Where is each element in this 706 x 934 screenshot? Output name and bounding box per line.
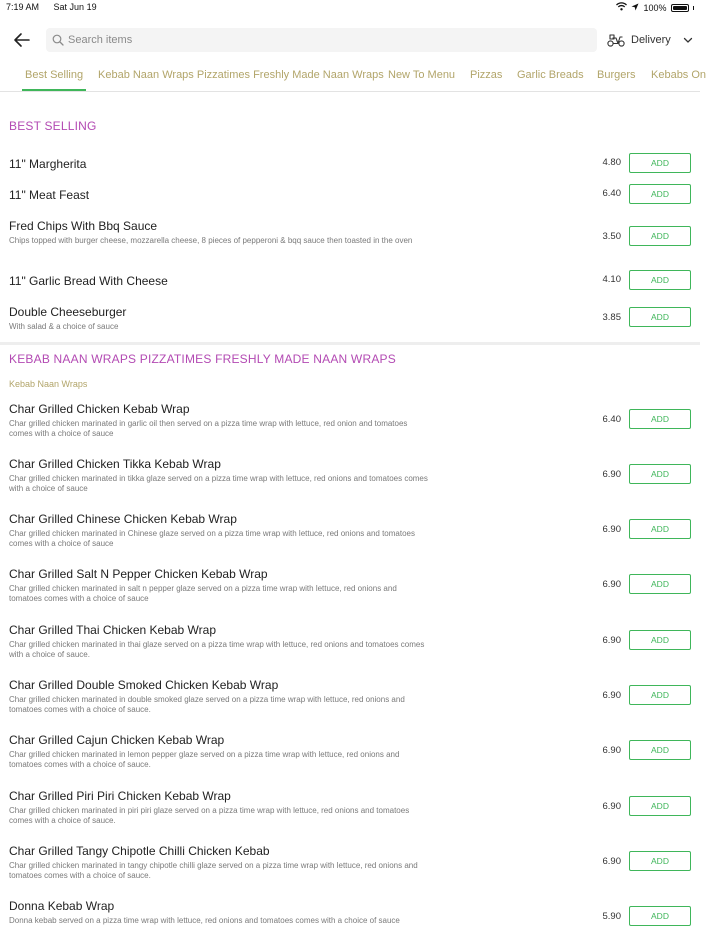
item-name: Char Grilled Cajun Chicken Kebab Wrap xyxy=(9,733,225,747)
item-price: 4.10 xyxy=(602,274,621,285)
wifi-icon xyxy=(616,2,627,13)
tab-pizzas[interactable]: Pizzas xyxy=(470,69,503,81)
top-bar xyxy=(0,26,700,54)
item-price: 6.90 xyxy=(602,690,621,701)
add-button[interactable]: ADD xyxy=(629,153,691,173)
item-price: 6.40 xyxy=(602,188,621,199)
item-name: Char Grilled Thai Chicken Kebab Wrap xyxy=(9,623,216,637)
item-name: 11" Garlic Bread With Cheese xyxy=(9,274,168,288)
add-button[interactable]: ADD xyxy=(629,796,691,816)
item-price: 3.85 xyxy=(602,312,621,323)
item-description: Donna kebab served on a pizza time wrap with lettuce, red onions and tomatoes comes with a choice of sauce xyxy=(9,916,400,925)
search-input[interactable] xyxy=(68,28,588,52)
add-button[interactable]: ADD xyxy=(629,685,691,705)
tab-burgers[interactable]: Burgers xyxy=(597,69,636,81)
tab-new-to-menu[interactable]: New To Menu xyxy=(388,69,456,81)
status-time: 7:19 AM xyxy=(6,2,40,12)
add-button[interactable]: ADD xyxy=(629,740,691,760)
item-name: Double Cheeseburger xyxy=(9,305,127,319)
item-name: Char Grilled Chicken Kebab Wrap xyxy=(9,402,190,416)
status-date: Sat Jun 19 xyxy=(53,2,97,12)
item-name: Char Grilled Chicken Tikka Kebab Wrap xyxy=(9,457,221,471)
section-divider xyxy=(0,342,700,345)
item-price: 6.90 xyxy=(602,801,621,812)
add-button[interactable]: ADD xyxy=(629,519,691,539)
battery-icon xyxy=(671,4,689,12)
add-button[interactable]: ADD xyxy=(629,226,691,246)
item-description: Char grilled chicken marinated in salt n pepper glaze served on a pizza time wrap with lettuce, red onions and tomatoes comes with a choice of sauce xyxy=(9,584,397,603)
item-description: Char grilled chicken marinated in tangy chipotle chilli glaze served on a pizza time wrap with lettuce, red onions and tomatoes comes with a choice of sauce. xyxy=(9,861,418,880)
item-name: 11" Meat Feast xyxy=(9,188,90,202)
item-name: Char Grilled Salt N Pepper Chicken Kebab Wrap xyxy=(9,567,268,581)
item-price: 6.90 xyxy=(602,579,621,590)
item-price: 6.90 xyxy=(602,524,621,535)
item-description: Char grilled chicken marinated in lemon pepper glaze served on a pizza time wrap with lettuce, red onions and tomatoes comes with a choice of sauce. xyxy=(9,750,400,769)
back-arrow-icon xyxy=(10,28,34,52)
battery-percent: 100% xyxy=(643,2,667,13)
item-price: 3.50 xyxy=(602,231,621,242)
add-button[interactable]: ADD xyxy=(629,307,691,327)
item-description: With salad & a choice of sauce xyxy=(9,322,119,331)
item-description: Char grilled chicken marinated in piri piri glaze served on a pizza time wrap with lettuce, red onions and tomatoes comes with a choice of sauce. xyxy=(9,806,410,825)
add-button[interactable]: ADD xyxy=(629,409,691,429)
search-icon xyxy=(52,34,64,46)
category-tabs xyxy=(0,60,706,92)
search-bar[interactable] xyxy=(46,28,597,52)
item-description: Char grilled chicken marinated in Chinese glaze served on a pizza time wrap with lettuce, red onions and tomatoes comes with a choice of sauce xyxy=(9,529,415,548)
item-description: Char grilled chicken marinated in double smoked glaze served on a pizza time wrap with lettuce, red onions and tomatoes comes with a choice of sauce. xyxy=(9,695,405,714)
item-price: 6.40 xyxy=(602,414,621,425)
chevron-down-icon xyxy=(683,35,693,45)
location-icon xyxy=(631,3,639,13)
add-button[interactable]: ADD xyxy=(629,184,691,204)
tab-kebab-naan-wraps[interactable]: Kebab Naan Wraps Pizzatimes Freshly Made Naan Wraps xyxy=(98,69,384,81)
item-name: 11" Margherita xyxy=(9,157,87,171)
item-price: 6.90 xyxy=(602,469,621,480)
item-description: Char grilled chicken marinated in thai glaze served on a pizza time wrap with lettuce, red onions and tomatoes comes with a choice of sauce. xyxy=(9,640,425,659)
status-bar xyxy=(0,0,700,16)
add-button[interactable]: ADD xyxy=(629,851,691,871)
item-description: Chips topped with burger cheese, mozzarella cheese, 8 pieces of pepperoni & bqq sauce then toasted in the oven xyxy=(9,236,413,245)
subcategory-label: Kebab Naan Wraps xyxy=(9,379,88,389)
add-button[interactable]: ADD xyxy=(629,464,691,484)
item-name: Char Grilled Tangy Chipotle Chilli Chicken Kebab xyxy=(9,844,270,858)
item-name: Fred Chips With Bbq Sauce xyxy=(9,219,158,233)
item-price: 4.80 xyxy=(602,157,621,168)
item-price: 6.90 xyxy=(602,745,621,756)
back-button[interactable] xyxy=(10,28,34,52)
item-name: Char Grilled Chinese Chicken Kebab Wrap xyxy=(9,512,237,526)
tab-garlic-breads[interactable]: Garlic Breads xyxy=(517,69,584,81)
item-name: Char Grilled Piri Piri Chicken Kebab Wrap xyxy=(9,789,231,803)
delivery-selector[interactable] xyxy=(607,28,689,52)
add-button[interactable]: ADD xyxy=(629,574,691,594)
scooter-icon xyxy=(607,33,625,47)
item-description: Char grilled chicken marinated in garlic oil then served on a pizza time wrap with lettuce, red onion and tomatoes comes with a choice of sauce xyxy=(9,419,408,438)
section-title-best-selling: BEST SELLING xyxy=(9,119,97,133)
item-price: 6.90 xyxy=(602,856,621,867)
tab-best-selling[interactable]: Best Selling xyxy=(22,60,86,91)
section-title-kebab-naan-wraps: KEBAB NAAN WRAPS PIZZATIMES FRESHLY MADE NAAN WRAPS xyxy=(9,352,396,366)
add-button[interactable]: ADD xyxy=(629,630,691,650)
item-description: Char grilled chicken marinated in tikka glaze served on a pizza time wrap with lettuce, red onions and tomatoes comes with a choice of sauce xyxy=(9,474,428,493)
item-name: Donna Kebab Wrap xyxy=(9,899,115,913)
add-button[interactable]: ADD xyxy=(629,906,691,926)
add-button[interactable]: ADD xyxy=(629,270,691,290)
item-name: Char Grilled Double Smoked Chicken Kebab Wrap xyxy=(9,678,279,692)
tab-kebabs-on[interactable]: Kebabs On xyxy=(651,69,706,81)
item-price: 6.90 xyxy=(602,635,621,646)
delivery-label: Delivery xyxy=(631,34,671,46)
item-price: 5.90 xyxy=(602,911,621,922)
